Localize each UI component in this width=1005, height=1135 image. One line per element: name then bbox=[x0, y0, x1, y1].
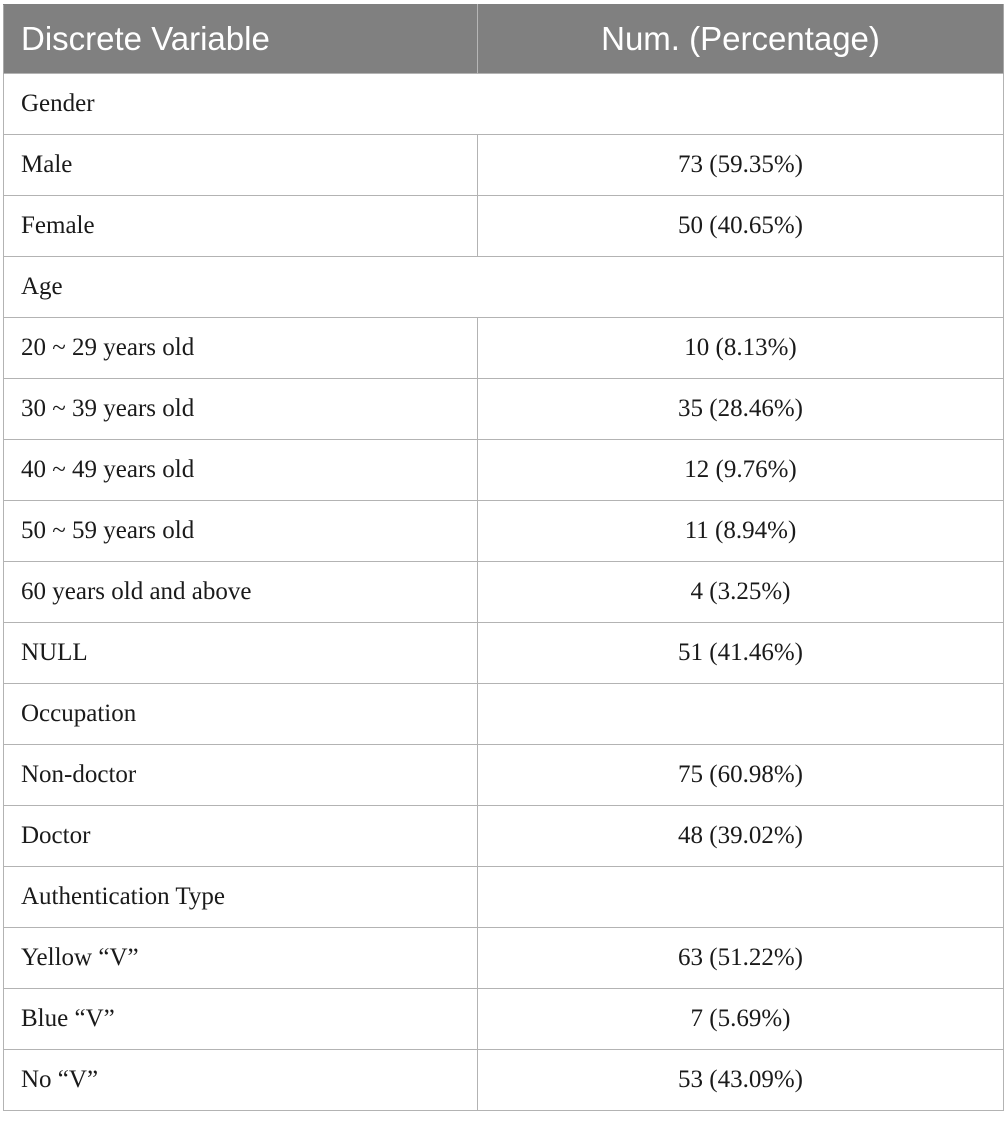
row-value: 48 (39.02%) bbox=[478, 806, 1004, 867]
row-label: Non-doctor bbox=[4, 745, 478, 806]
row-label: 40 ~ 49 years old bbox=[4, 440, 478, 501]
row-value: 10 (8.13%) bbox=[478, 318, 1004, 379]
table-group-row bbox=[4, 867, 1004, 928]
table-row bbox=[4, 379, 1004, 440]
group-label: Authentication Type bbox=[4, 867, 478, 928]
row-value: 51 (41.46%) bbox=[478, 623, 1004, 684]
row-label: No “V” bbox=[4, 1050, 478, 1111]
row-label: Yellow “V” bbox=[4, 928, 478, 989]
table-row bbox=[4, 623, 1004, 684]
table-group-row bbox=[4, 74, 1004, 135]
group-value-cell bbox=[478, 867, 1004, 928]
table-body bbox=[4, 74, 1004, 1111]
data-table-container bbox=[3, 4, 1003, 1111]
table-row bbox=[4, 928, 1004, 989]
row-value: 11 (8.94%) bbox=[478, 501, 1004, 562]
row-value: 73 (59.35%) bbox=[478, 135, 1004, 196]
table-row bbox=[4, 440, 1004, 501]
table-row bbox=[4, 562, 1004, 623]
group-label: Occupation bbox=[4, 684, 478, 745]
group-label: Gender bbox=[4, 74, 1004, 135]
table-group-row bbox=[4, 257, 1004, 318]
row-label: NULL bbox=[4, 623, 478, 684]
group-value-cell bbox=[478, 684, 1004, 745]
table-row bbox=[4, 745, 1004, 806]
table-row bbox=[4, 989, 1004, 1050]
header-row bbox=[4, 5, 1004, 74]
row-label: 60 years old and above bbox=[4, 562, 478, 623]
row-value: 7 (5.69%) bbox=[478, 989, 1004, 1050]
row-value: 75 (60.98%) bbox=[478, 745, 1004, 806]
header-num-percentage: Num. (Percentage) bbox=[478, 5, 1004, 74]
group-label: Age bbox=[4, 257, 1004, 318]
row-value: 35 (28.46%) bbox=[478, 379, 1004, 440]
row-label: Male bbox=[4, 135, 478, 196]
row-value: 63 (51.22%) bbox=[478, 928, 1004, 989]
row-value: 53 (43.09%) bbox=[478, 1050, 1004, 1111]
data-table bbox=[3, 4, 1004, 1111]
table-row bbox=[4, 135, 1004, 196]
row-value: 50 (40.65%) bbox=[478, 196, 1004, 257]
row-label: Female bbox=[4, 196, 478, 257]
row-label: 50 ~ 59 years old bbox=[4, 501, 478, 562]
row-label: Blue “V” bbox=[4, 989, 478, 1050]
table-row bbox=[4, 501, 1004, 562]
table-header bbox=[4, 5, 1004, 74]
table-group-row bbox=[4, 684, 1004, 745]
row-label: 20 ~ 29 years old bbox=[4, 318, 478, 379]
table-row bbox=[4, 1050, 1004, 1111]
row-value: 12 (9.76%) bbox=[478, 440, 1004, 501]
table-row bbox=[4, 318, 1004, 379]
row-label: 30 ~ 39 years old bbox=[4, 379, 478, 440]
row-label: Doctor bbox=[4, 806, 478, 867]
header-discrete-variable: Discrete Variable bbox=[4, 5, 478, 74]
table-row bbox=[4, 196, 1004, 257]
row-value: 4 (3.25%) bbox=[478, 562, 1004, 623]
table-row bbox=[4, 806, 1004, 867]
